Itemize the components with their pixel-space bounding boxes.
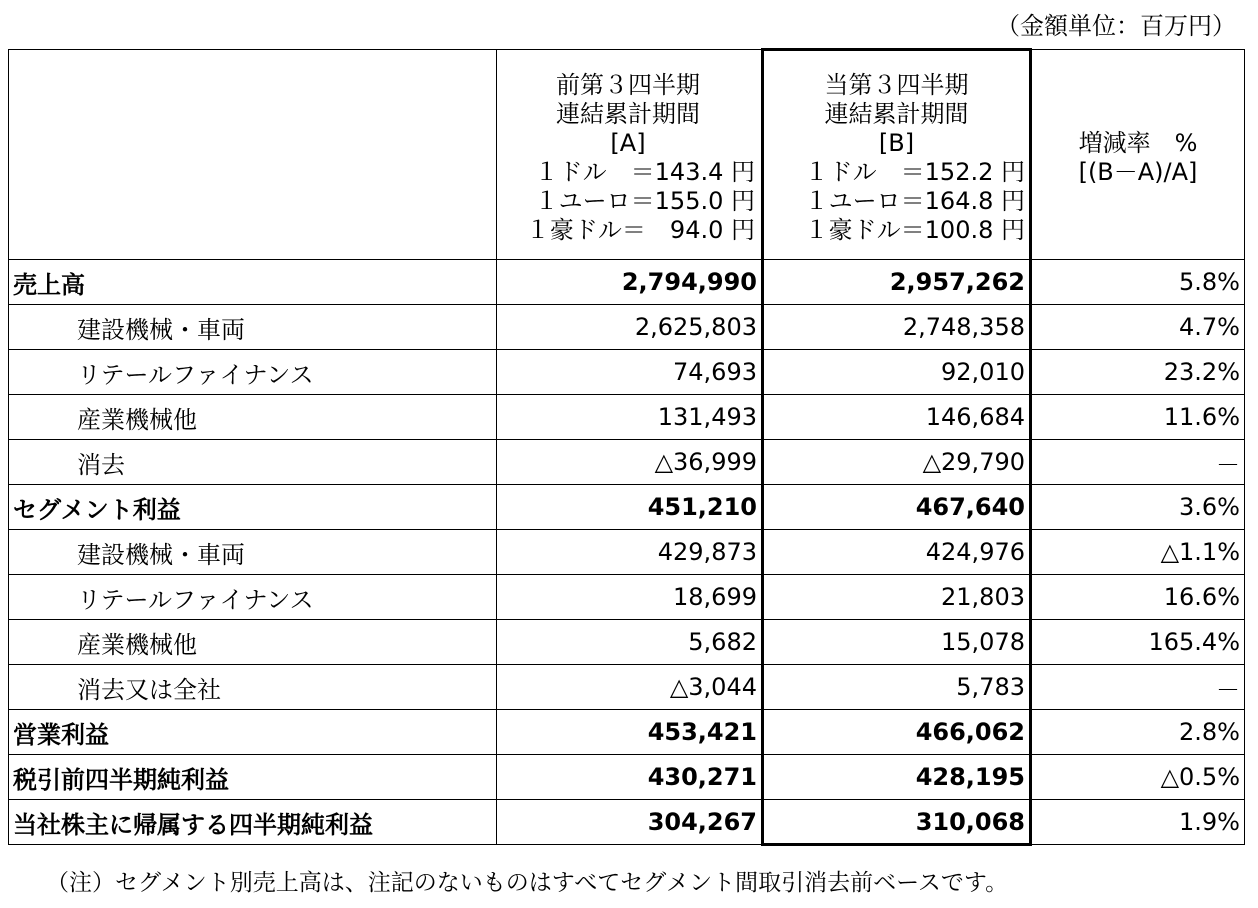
row-value-prior: 304,267 (497, 800, 763, 845)
header-label-cell (9, 50, 497, 260)
row-change-rate: △1.1% (1031, 530, 1245, 575)
row-label: 営業利益 (9, 710, 497, 755)
header-change-line1: 増減率 % (1078, 128, 1198, 157)
header-current-rate-usd: １ドル ＝152.2 円 (804, 158, 1025, 186)
row-value-prior: 5,682 (497, 620, 763, 665)
header-prior-rate-aud: １豪ドル＝ 94.0 円 (525, 215, 755, 244)
row-label: リテールファイナンス (9, 350, 497, 395)
row-value-prior: 2,625,803 (497, 305, 763, 350)
row-value-current: 310,068 (763, 800, 1031, 845)
row-change-rate: 11.6% (1031, 395, 1245, 440)
row-value-current: △29,790 (763, 440, 1031, 485)
row-value-current: 467,640 (763, 485, 1031, 530)
row-change-rate: 3.6% (1031, 485, 1245, 530)
table-row-operating-income (9, 710, 1245, 755)
row-value-prior: △36,999 (497, 440, 763, 485)
row-change-rate: 23.2% (1031, 350, 1245, 395)
footnote: （注）セグメント別売上高は、注記のないものはすべてセグメント間取引消去前ベースです。 (46, 870, 1009, 896)
row-change-rate: △0.5% (1031, 755, 1245, 800)
row-value-current: 2,957,262 (763, 260, 1031, 305)
row-value-prior: 429,873 (497, 530, 763, 575)
header-row (9, 50, 1245, 260)
row-label: リテールファイナンス (9, 575, 497, 620)
row-value-current: 92,010 (763, 350, 1031, 395)
header-prior-line2: 連結累計期間 (556, 99, 700, 128)
header-current-rate-eur: １ユーロ＝164.8 円 (804, 187, 1025, 215)
row-value-prior: 131,493 (497, 395, 763, 440)
row-change-rate: 165.4% (1031, 620, 1245, 665)
row-change-rate: 2.8% (1031, 710, 1245, 755)
table-row (9, 575, 1245, 620)
table-row (9, 305, 1245, 350)
table-row (9, 440, 1245, 485)
row-label: 税引前四半期純利益 (9, 755, 497, 800)
header-prior-period (497, 50, 763, 260)
row-value-current: 466,062 (763, 710, 1031, 755)
header-prior-rate-usd: １ドル ＝143.4 円 (534, 157, 755, 186)
row-value-prior: 2,794,990 (497, 260, 763, 305)
header-change-line2: [(B－A)/A] (1078, 157, 1198, 186)
row-change-rate: 4.7% (1031, 305, 1245, 350)
row-value-prior: 451,210 (497, 485, 763, 530)
row-value-current: 5,783 (763, 665, 1031, 710)
table-row-net-sales (9, 260, 1245, 305)
table-row (9, 530, 1245, 575)
table-row (9, 620, 1245, 665)
row-label: 産業機械他 (9, 620, 497, 665)
header-current-rate-aud: １豪ドル＝100.8 円 (804, 216, 1025, 244)
row-value-prior: 453,421 (497, 710, 763, 755)
unit-note: （金額単位：百万円） (996, 12, 1236, 40)
header-current-line3: [B] (878, 129, 915, 157)
row-label: 産業機械他 (9, 395, 497, 440)
row-value-prior: △3,044 (497, 665, 763, 710)
row-change-rate: 1.9% (1031, 800, 1245, 845)
row-value-current: 428,195 (763, 755, 1031, 800)
header-current-line1: 当第３四半期 (824, 71, 969, 99)
row-value-current: 15,078 (763, 620, 1031, 665)
row-value-current: 21,803 (763, 575, 1031, 620)
header-current-period (763, 50, 1031, 260)
table-row-net-income (9, 800, 1245, 845)
row-change-rate: － (1031, 440, 1245, 485)
row-label: 建設機械・車両 (9, 305, 497, 350)
row-value-prior: 430,271 (497, 755, 763, 800)
header-prior-rate-eur: １ユーロ＝155.0 円 (534, 186, 755, 215)
header-change-rate (1031, 50, 1245, 260)
row-change-rate: 5.8% (1031, 260, 1245, 305)
header-prior-line3: [A] (610, 128, 646, 157)
row-value-prior: 18,699 (497, 575, 763, 620)
table-row-segment-profit (9, 485, 1245, 530)
row-value-prior: 74,693 (497, 350, 763, 395)
table-row (9, 395, 1245, 440)
header-current-line2: 連結累計期間 (824, 100, 969, 128)
table-row-pretax-income (9, 755, 1245, 800)
row-label: 消去 (9, 440, 497, 485)
row-label: 売上高 (9, 260, 497, 305)
row-value-current: 146,684 (763, 395, 1031, 440)
row-change-rate: － (1031, 665, 1245, 710)
row-label: セグメント利益 (9, 485, 497, 530)
row-label: 建設機械・車両 (9, 530, 497, 575)
financial-results-table (8, 48, 1245, 846)
header-prior-line1: 前第３四半期 (556, 70, 700, 99)
row-value-current: 2,748,358 (763, 305, 1031, 350)
row-label: 当社株主に帰属する四半期純利益 (9, 800, 497, 845)
row-change-rate: 16.6% (1031, 575, 1245, 620)
table-row (9, 350, 1245, 395)
row-value-current: 424,976 (763, 530, 1031, 575)
table-row (9, 665, 1245, 710)
row-label: 消去又は全社 (9, 665, 497, 710)
